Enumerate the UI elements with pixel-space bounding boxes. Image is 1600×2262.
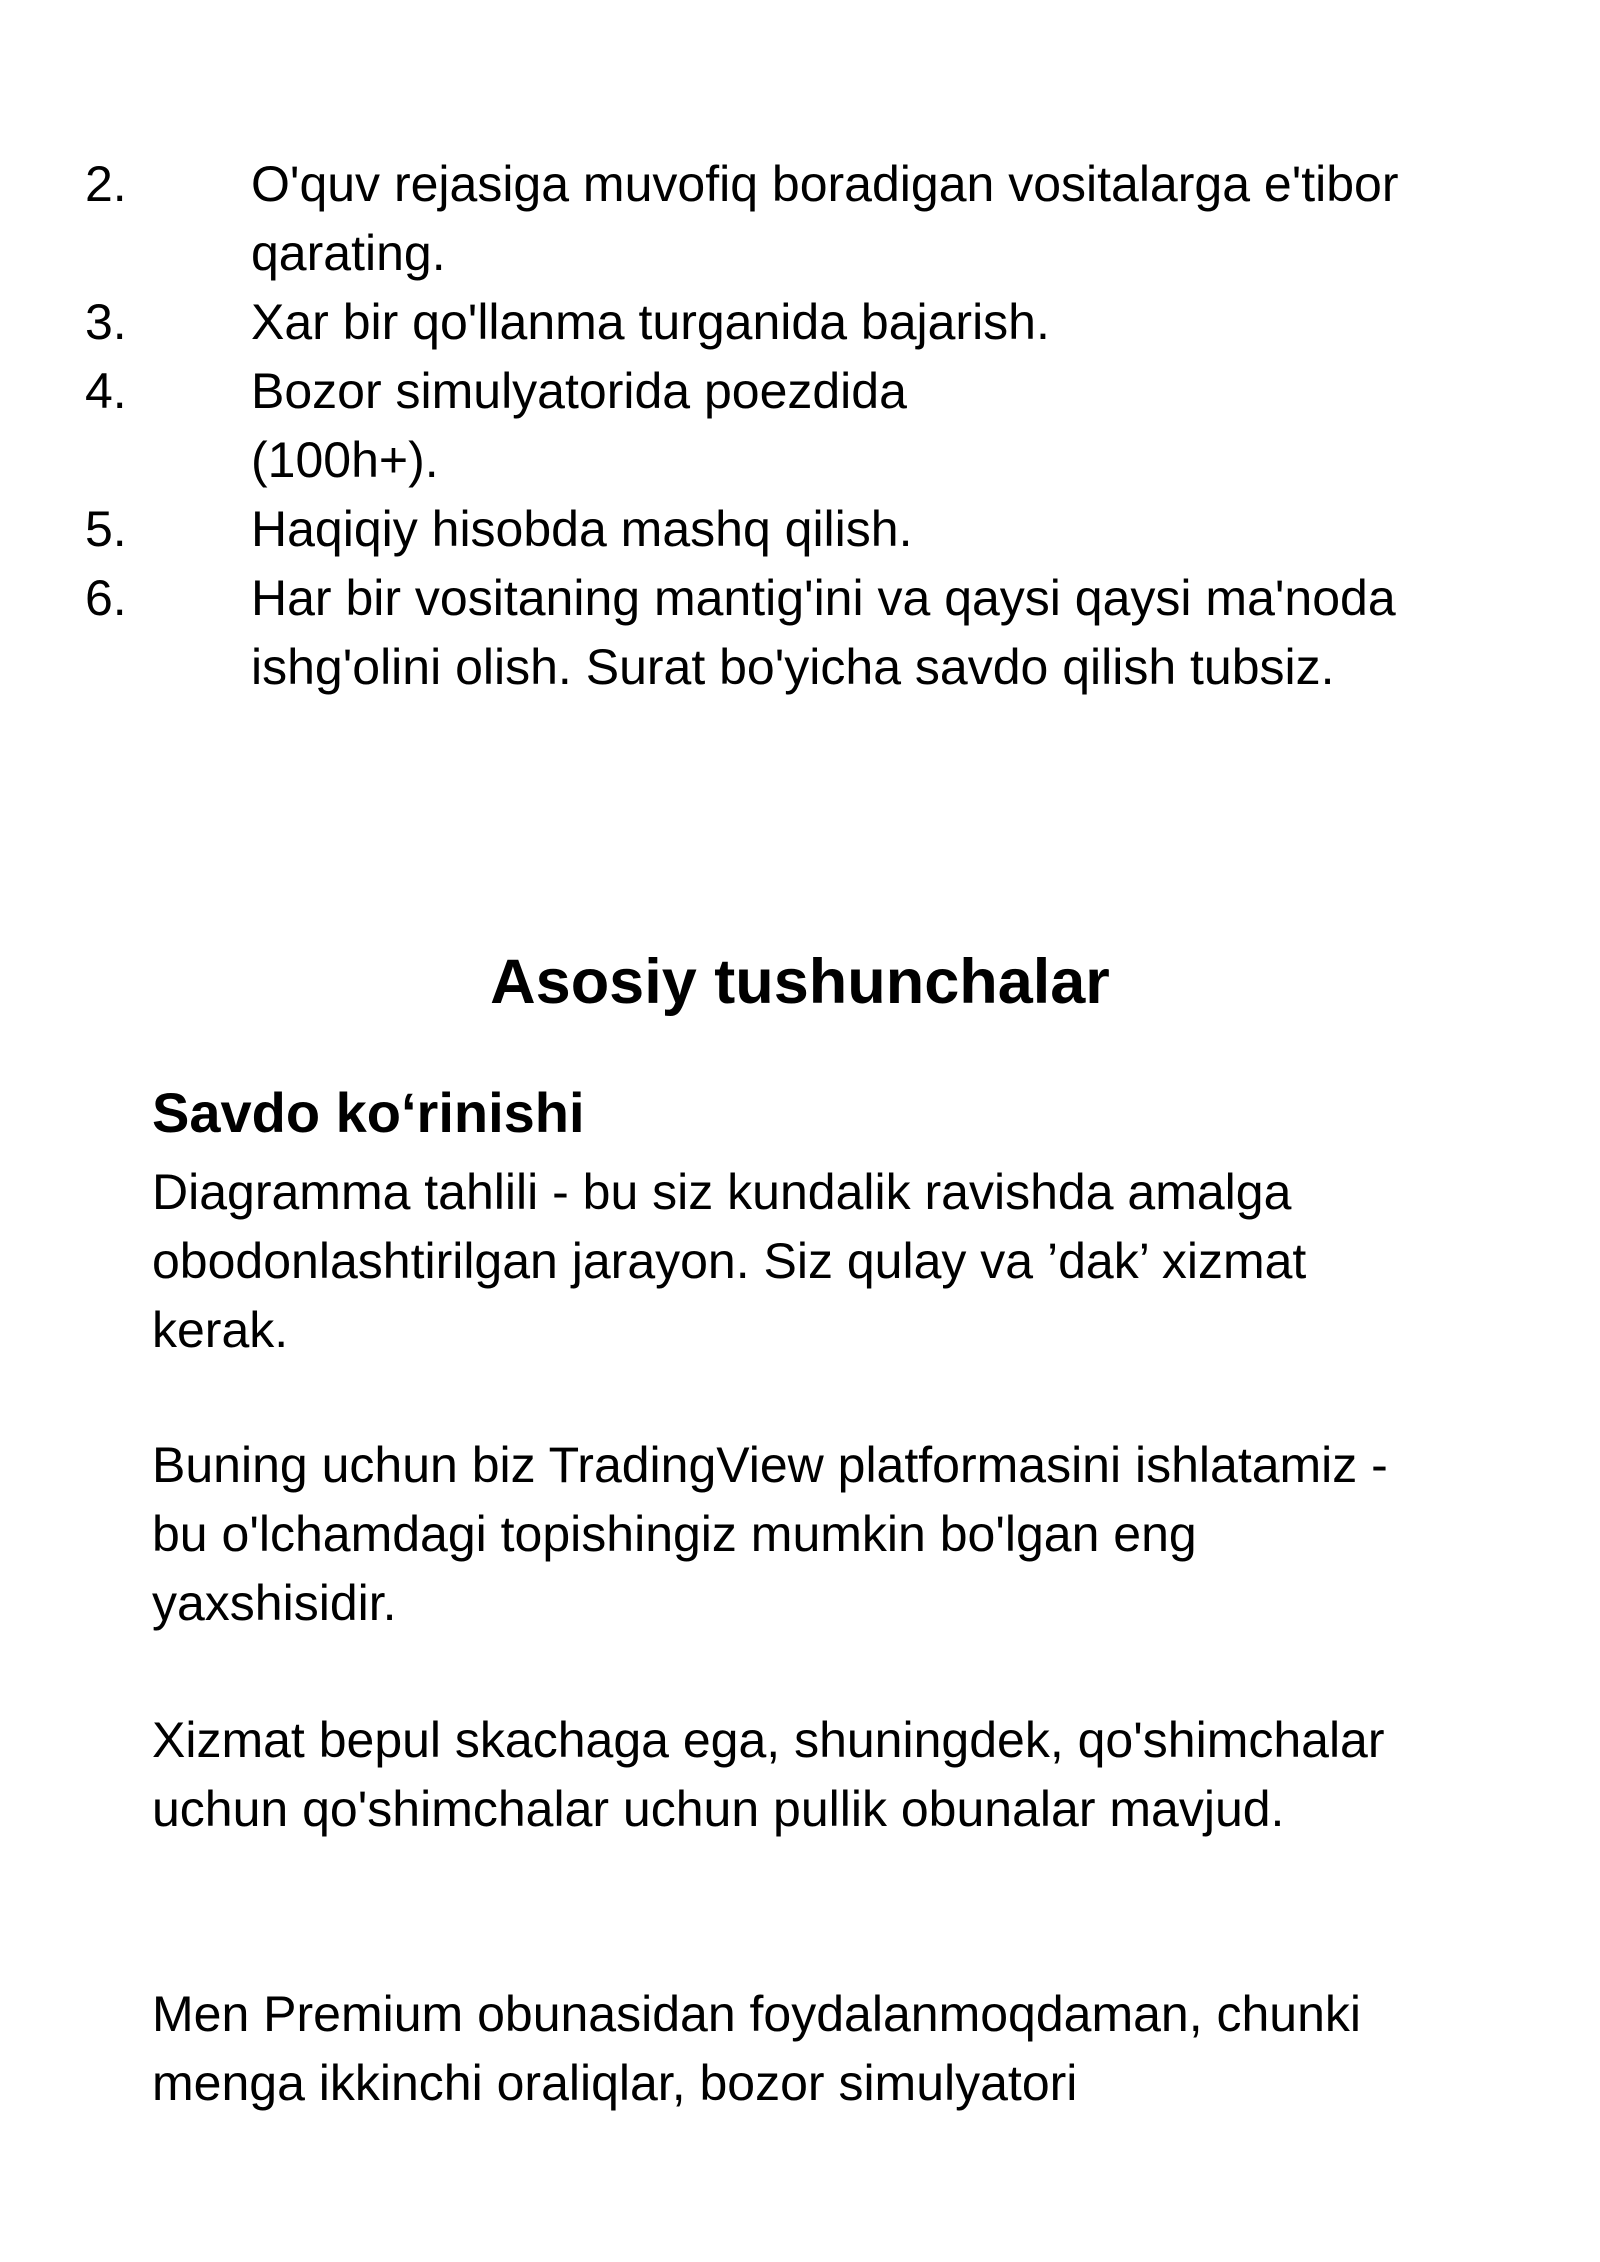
- paragraph: Xizmat bepul skachaga ega, shuningdek, qo'shimchalar uchun qo'shimchalar uchun pullik obunalar mavjud.: [152, 1712, 1385, 1837]
- list-item-text: Haqiqiy hisobda mashq qilish.: [251, 501, 913, 557]
- list-item: [85, 357, 1465, 495]
- list-item-number: 3.: [85, 294, 127, 350]
- list-item-number: 2.: [85, 156, 127, 212]
- subsection-title: Savdo ko‘rinishi: [152, 1081, 585, 1144]
- list-item: [85, 288, 1465, 357]
- list-item-text: O'quv rejasiga muvofiq boradigan vositalarga e'tibor qarating.: [251, 156, 1399, 281]
- list-item: [85, 150, 1465, 288]
- list-item-text: Har bir vositaning mantig'ini va qaysi qaysi ma'noda ishg'olini olish. Surat bo'yicha savdo qilish tubsiz.: [251, 570, 1396, 695]
- list-item-number: 4.: [85, 363, 127, 419]
- list-item-number: 5.: [85, 501, 127, 557]
- list-item-text: Bozor simulyatorida poezdida (100h+).: [251, 363, 907, 488]
- list-item-number: 6.: [85, 570, 127, 626]
- paragraph: Diagramma tahlili - bu siz kundalik ravishda amalga obodonlashtirilgan jarayon. Siz qulay va ’dak’ xizmat kerak.: [152, 1164, 1307, 1358]
- list-item: [85, 495, 1465, 564]
- section-title: Asosiy tushunchalar: [490, 947, 1110, 1017]
- paragraph: Buning uchun biz TradingView platformasini ishlatamiz - bu o'lchamdagi topishingiz mumkin bo'lgan eng yaxshisidir.: [152, 1437, 1388, 1631]
- list-item-text: Xar bir qo'llanma turganida bajarish.: [251, 294, 1050, 350]
- list-item: [85, 564, 1465, 702]
- paragraph: Men Premium obunasidan foydalanmoqdaman, chunki menga ikkinchi oraliqlar, bozor simulyatori: [152, 1986, 1362, 2111]
- numbered-list: [85, 150, 1465, 702]
